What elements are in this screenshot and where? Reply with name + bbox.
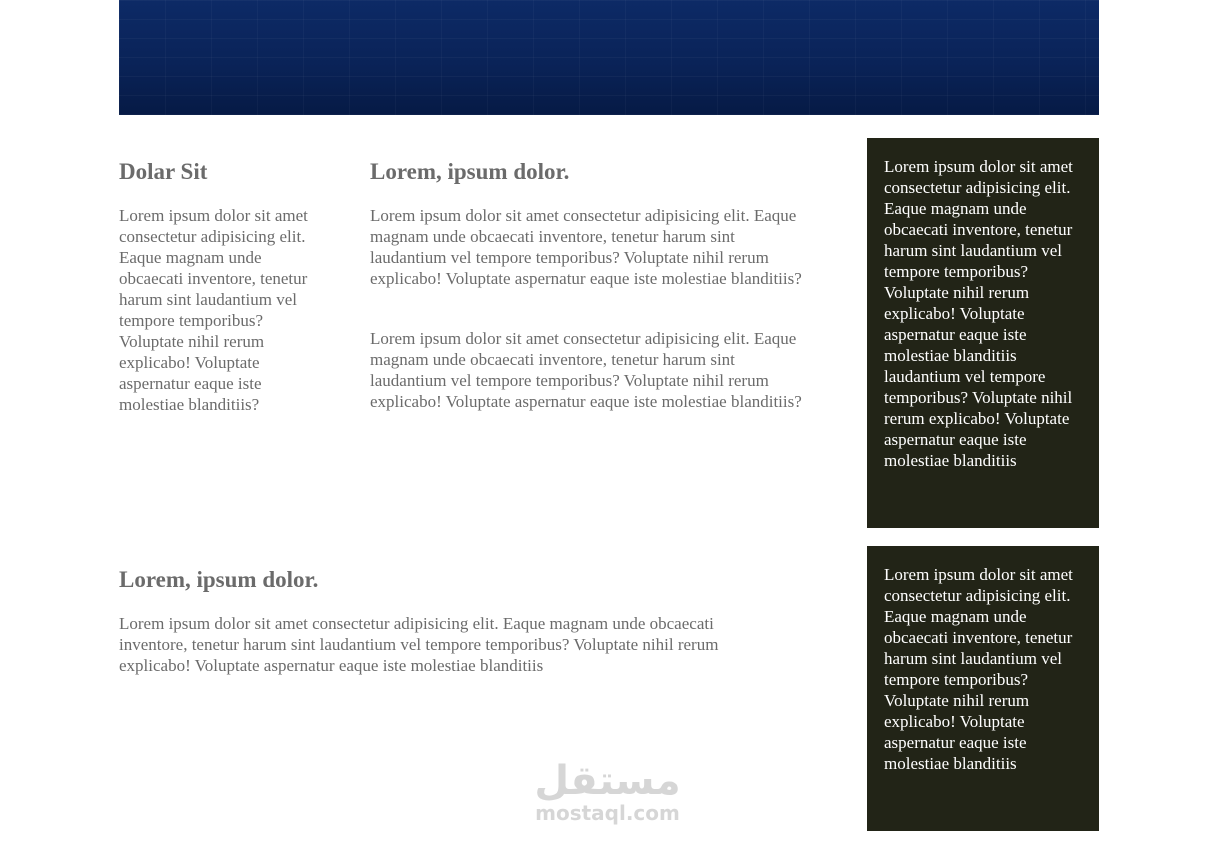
hero-banner-image — [119, 0, 1099, 115]
aside-box-2 — [867, 546, 1099, 831]
col1-paragraph: Lorem ipsum dolor sit amet consectetur adipisicing elit. Eaque magnam unde obcaecati inventore, tenetur harum sint laudantium vel tempore temporibus? Voluptate nihil rerum explicabo! Voluptate aspernatur eaque iste molestiae blanditiis? — [119, 206, 308, 414]
col2-heading: Lorem, ipsum dolor. — [370, 159, 570, 184]
col1-heading: Dolar Sit — [119, 159, 208, 184]
section2-heading: Lorem, ipsum dolor. — [119, 567, 319, 592]
watermark-arabic: مستقل — [534, 758, 681, 804]
aside-box-1 — [867, 138, 1099, 528]
aside-box-1-text: Lorem ipsum dolor sit amet consectetur adipisicing elit. Eaque magnam unde obcaecati inventore, tenetur harum sint laudantium vel tempore temporibus? Voluptate nihil rerum explicabo! Voluptate aspernatur eaque iste molestiae blanditiis laudantium vel tempore temporibus? Voluptate nihil rerum explicabo! Voluptate aspernatur eaque iste molestiae blanditiis — [884, 157, 1073, 470]
watermark-latin: mostaql.com — [535, 801, 680, 825]
mostaql-watermark — [520, 756, 695, 824]
section2-paragraph: Lorem ipsum dolor sit amet consectetur adipisicing elit. Eaque magnam unde obcaecati inventore, tenetur harum sint laudantium vel tempore temporibus? Voluptate nihil rerum explicabo! Voluptate aspernatur eaque iste molestiae blanditiis — [119, 614, 719, 675]
aside-box-2-text: Lorem ipsum dolor sit amet consectetur adipisicing elit. Eaque magnam unde obcaecati inventore, tenetur harum sint laudantium vel tempore temporibus? Voluptate nihil rerum explicabo! Voluptate aspernatur eaque iste molestiae blanditiis — [884, 565, 1073, 773]
col2-paragraph-2: Lorem ipsum dolor sit amet consectetur adipisicing elit. Eaque magnam unde obcaecati inventore, tenetur harum sint laudantium vel tempore temporibus? Voluptate nihil rerum explicabo! Voluptate aspernatur eaque iste molestiae blanditiis? — [370, 329, 802, 411]
col2-paragraph-1: Lorem ipsum dolor sit amet consectetur adipisicing elit. Eaque magnam unde obcaecati inventore, tenetur harum sint laudantium vel tempore temporibus? Voluptate nihil rerum explicabo! Voluptate aspernatur eaque iste molestiae blanditiis? — [370, 206, 802, 288]
